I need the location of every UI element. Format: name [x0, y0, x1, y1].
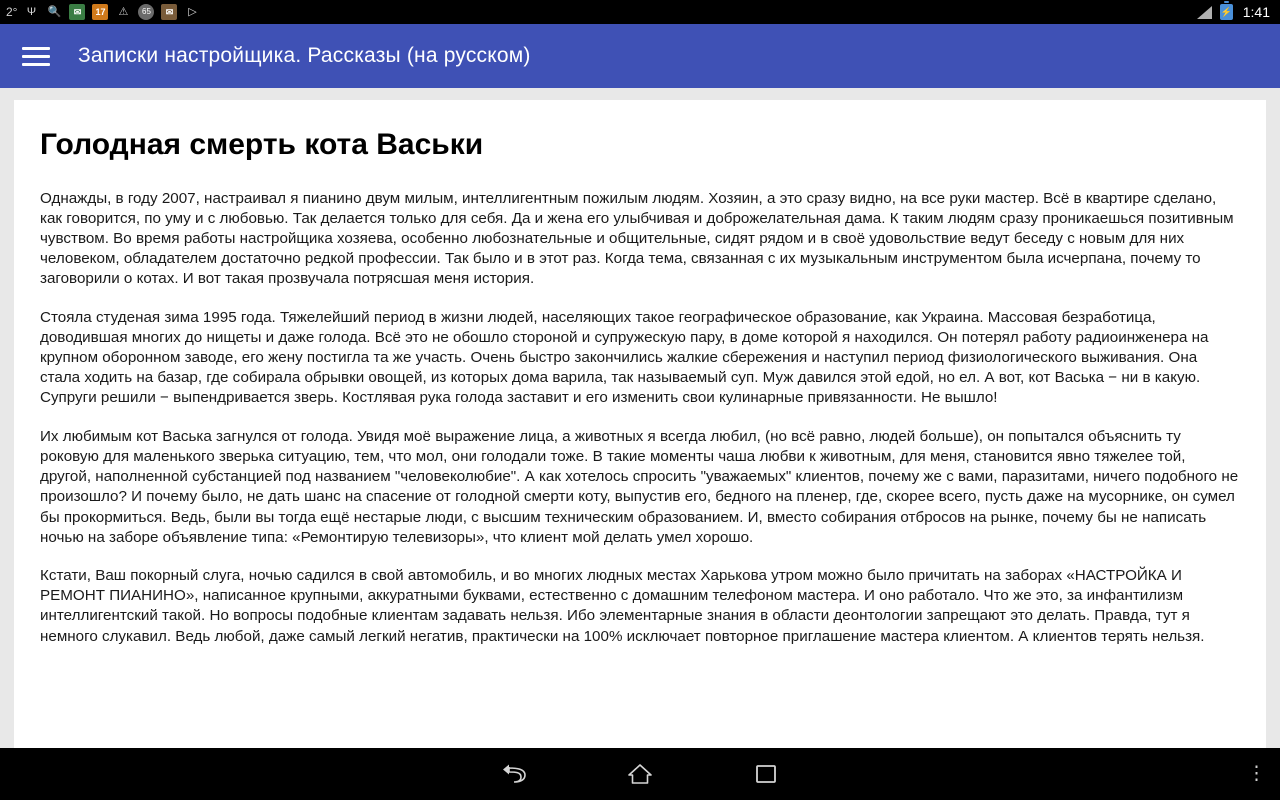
calendar-icon: 17 — [92, 4, 108, 20]
play-store-icon: ▷ — [188, 5, 197, 18]
page-title: Записки настройщика. Рассказы (на русском) — [78, 44, 531, 67]
home-icon[interactable] — [623, 759, 657, 789]
navigation-buttons — [497, 759, 783, 789]
temperature-indicator: 2° — [6, 5, 18, 19]
overflow-menu-icon[interactable]: ⋮ — [1247, 763, 1266, 785]
article-page — [14, 100, 1266, 748]
wifi-icon — [1197, 6, 1212, 19]
article-title: Голодная смерть кота Васьки — [40, 128, 484, 161]
status-right-group — [1197, 4, 1274, 20]
article-paragraph: Однажды, в году 2007, настраивал я пианино двум милым, интеллигентным пожилым людям. Хозяин, а это сразу видно, на все руки мастер. Всё в квартире сделано, как говорится, по уму и с любовью. Так делается только для себя. Да и жена его улыбчивая и доброжелательная дама. К таким людям сразу проникаешься позитивным чувством. Во время работы настройщика хозяева, особенно любознательные и общительные, сидят рядом и в своё удовольствие ведут беседу с новым для них человеком, обладателем достаточно редкой профессии. Так было и в этот раз. Когда тема, связанная с их музыкальным инструментом была исчерпана, почему то заговорили о котах. И вот такая прозвучала потрясшая меня история. — [40, 189, 1234, 288]
package-icon: ✉ — [161, 4, 177, 20]
usb-icon: Ψ — [26, 5, 37, 18]
hamburger-line — [22, 47, 50, 50]
article-paragraph: Стояла студеная зима 1995 года. Тяжелейший период в жизни людей, населяющих такое географическое образование, как Украина. Массовая безработица, доводившая многих до нищеты и даже голода. Всё это не обошло стороной и супружескую пару, в доме которой я находился. Он потерял работу радиоинженера на крупном оборонном заводе, его жену постигла та же участь. Очень быстро закончились жалкие сбережения и наступил период физиологического выживания. Она стала ходить на базар, где собирала обрывки овощей, из которых дома варила, так называемый суп. Муж давился этой едой, но ел. А вот, кот Васька − ни в какую. Супруги решили − выпендривается зверь. Костлявая рука голода заставит и его изменить свои кулинарные привязанности. Не вышло! — [40, 308, 1209, 407]
app-bar — [0, 24, 1280, 88]
hamburger-menu-icon[interactable] — [22, 41, 56, 71]
content-area[interactable] — [0, 88, 1280, 748]
recent-apps-icon[interactable] — [749, 759, 783, 789]
article-paragraph: Кстати, Ваш покорный слуга, ночью садился в свой автомобиль, и во многих людных местах Харькова утром можно было причитать на заборах «НАСТРОЙКА И РЕМОНТ ПИАНИНО», написанное крупными, аккуратными буквами, естественно с домашним телефоном мастера. И оно работало. Что же это, за инфантилизм интеллигентский такой. Но вопросы подобные клиентам задавать нельзя. Ибо элементарные знания в области деонтологии запрещают это делать. Правда, тут я немного слукавил. Ведь любой, даже самый легкий негатив, практически на 100% исключает повторное приглашение мастера клиентом. А клиентов терять нельзя. — [40, 567, 1205, 645]
search-icon: 🔍 — [47, 5, 62, 18]
sync-icon: 65 — [138, 4, 154, 20]
article-paragraph: Их любимым кот Васька загнулся от голода. Увидя моё выражение лица, а животных я всегда любил, (но всё равно, людей больше), он попытался объяснить ту роковую для маленького зверька ситуацию, тем, что мол, они голодали тоже. В такие моменты чаша любви к животным, для меня, становится явно тяжелее той, другой, наполненной субстанцией под названием "человеколюбие". А как хотелось спросить "уважаемых" клиентов, почему же с вами, паразитами, ничего подобного не произошло? И почему было, не дать шанс на спасение от голодной смерти коту, выпустив его, бедного на пленер, где, скорее всего, пусть даже на мусорнике, он сумел бы прокормиться. Ведь, были вы тогда ещё нестарые люди, с высшим техническим образованием. И, вместо собирания отбросов на рынке, почему бы не написать ночью на заборе объявление типа: «Ремонтирую телевизоры», что клиент мой делать умел хорошо. — [40, 427, 1239, 546]
back-icon[interactable] — [497, 759, 531, 789]
mail-icon: ✉ — [69, 4, 85, 20]
hamburger-line — [22, 55, 50, 58]
warning-icon: ⚠ — [118, 5, 129, 18]
hamburger-line — [22, 63, 50, 66]
status-bar — [0, 0, 1280, 24]
battery-icon: ⚡ — [1220, 4, 1233, 20]
clock: 1:41 — [1242, 4, 1270, 20]
navigation-bar — [0, 748, 1280, 800]
status-icon-group — [23, 4, 200, 20]
